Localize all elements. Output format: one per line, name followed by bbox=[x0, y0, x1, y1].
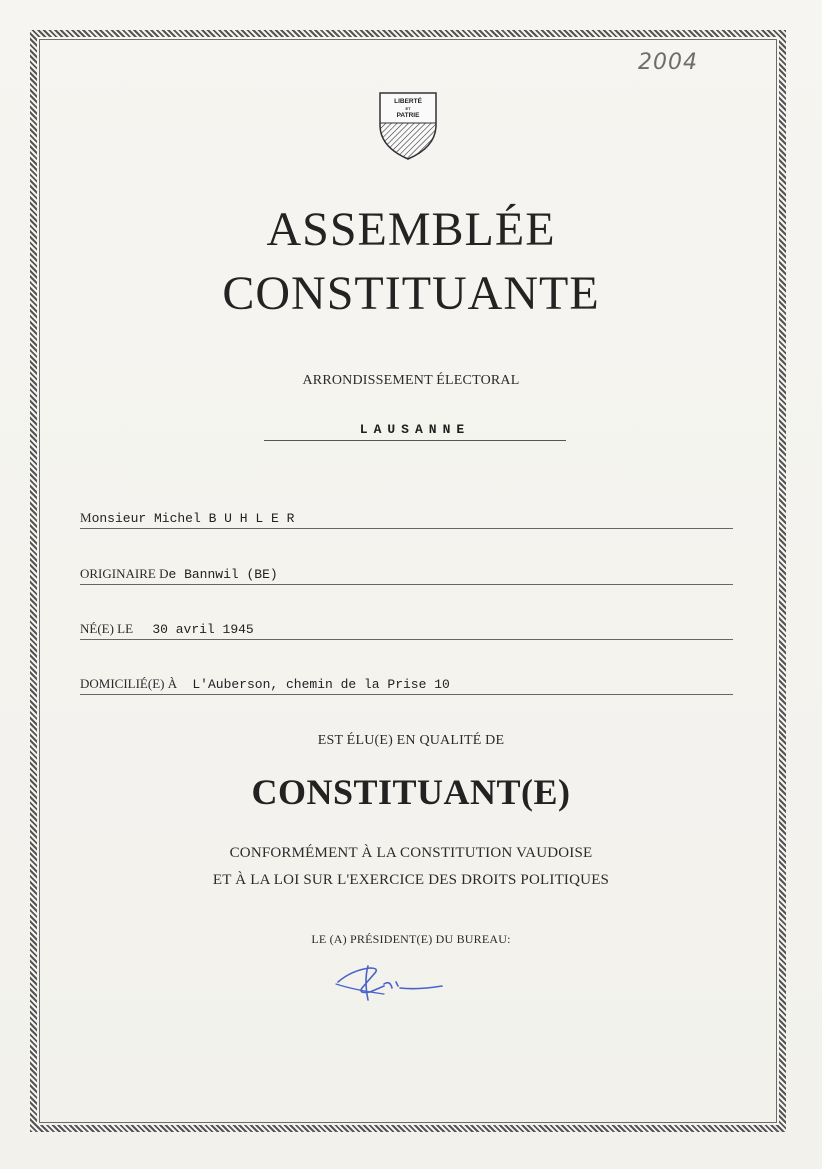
handwritten-year: 2004 bbox=[638, 50, 698, 75]
title-line-1: ASSEMBLÉE bbox=[266, 203, 556, 256]
birth-line bbox=[80, 619, 733, 640]
signatory-label: LE (A) PRÉSIDENT(E) DU BUREAU: bbox=[311, 932, 511, 946]
origin-value: e Bannwil (BE) bbox=[168, 567, 278, 582]
title-line-2: CONSTITUANTE bbox=[222, 267, 600, 320]
domicile-label: DOMICILIÉ(E) À bbox=[80, 676, 178, 691]
conformity-line-1: CONFORMÉMENT À LA CONSTITUTION VAUDOISE bbox=[229, 845, 593, 861]
birth-value: 30 avril 1945 bbox=[152, 622, 254, 637]
domicile-line bbox=[80, 674, 733, 695]
origin-label: ORIGINAIRE D bbox=[80, 566, 169, 581]
conformity-line-2: ET À LA LOI SUR L'EXERCICE DES DROITS POLITIQUES bbox=[212, 872, 610, 888]
president-signature bbox=[332, 960, 447, 1008]
origin-line bbox=[80, 564, 733, 585]
name-label: M bbox=[80, 510, 92, 525]
crest-text-et: ET bbox=[405, 106, 411, 111]
district-label: ARRONDISSEMENT ÉLECTORAL bbox=[302, 373, 520, 388]
domicile-value: L'Auberson, chemin de la Prise 10 bbox=[192, 677, 450, 692]
birth-label: NÉ(E) LE bbox=[80, 621, 134, 636]
elected-as-label: EST ÉLU(E) EN QUALITÉ DE bbox=[317, 733, 505, 748]
rank-title: CONSTITUANT(E) bbox=[251, 772, 571, 812]
vaud-crest-icon bbox=[378, 91, 438, 161]
name-line bbox=[80, 508, 733, 529]
district-value: LAUSANNE bbox=[264, 420, 566, 441]
crest-text-liberte: LIBERTÉ bbox=[394, 98, 422, 105]
crest-text-patrie: PATRIE bbox=[396, 112, 420, 119]
name-value: onsieur Michel B U H L E R bbox=[91, 511, 295, 526]
